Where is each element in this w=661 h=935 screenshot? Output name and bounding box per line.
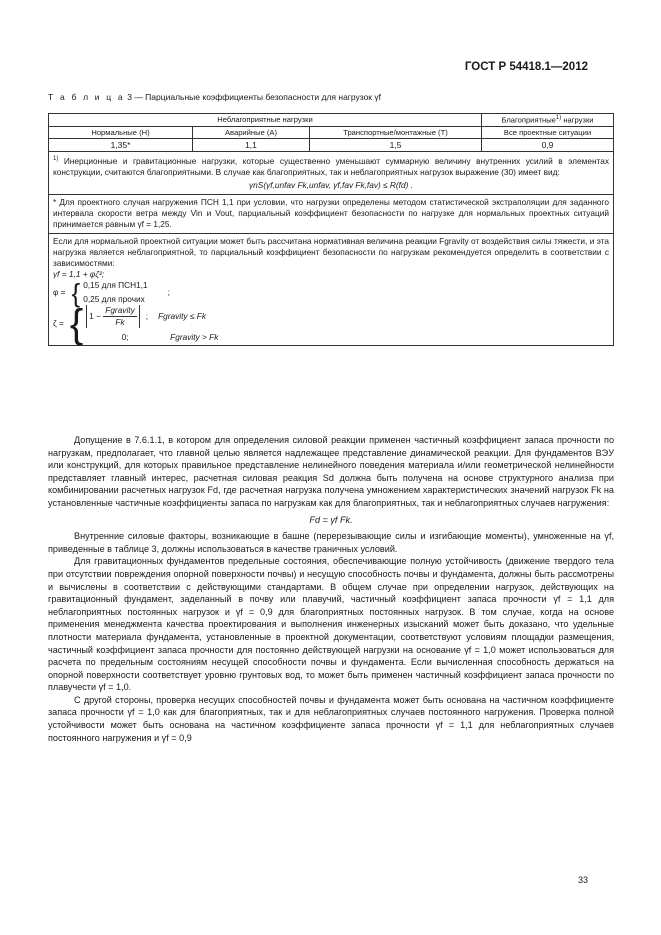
table-caption-text: 3 — Парциальные коэффициенты безопасности для нагрузок γf [124, 92, 381, 102]
group-favourable-label: Благоприятные [501, 115, 556, 125]
zeta-formula [53, 302, 609, 347]
paragraph-1: Допущение в 7.6.1.1, в котором для определения силовой реакции применен частичный коэффициент запаса прочности по нагрузкам, предполагает, что главной целью является надлежащее представление динамической реакции. Для фундаментов ВЭУ или конструкций, для которых правильное представление нелинейного поведения материала и/или геометрической нелинейности представляет главный интерес, расчетная силовая реакция Sd должна быть получена на основе структурного анализа при комбинировании расчетных нагрузок Fd, где расчетная нагрузка получена умножением характеристических значений нагрузок Fk на установленные частичные коэффициенты запаса по нагрузкам как для благоприятных, так и неблагоприятных случаев нагружения: [48, 435, 614, 508]
equation-fd: Fd = γf Fk. [309, 514, 353, 525]
paragraph-2: Внутренние силовые факторы, возникающие в башне (перерезывающие силы и изгибающие моменты), умноженные на γf, приведенные в таблице 3, должны использоваться в качестве граничных условий. [48, 531, 614, 554]
group-favourable [482, 114, 614, 127]
paragraph-3: Для гравитационных фундаментов предельные состояния, обеспечивающие полную устойчивость (движение твердого тела при отсутствии повреждения опорной поверхности почвы) и несущую способность почвы и фундамента, должны быть рассмотрены и вычислены в соответствии с действующими стандартами. В общем случае при определении нагрузок, действующих на гравитационный фундамент, заделанный в почву или плавучий, частичный коэффициент запаса прочности γf = 1,1 для неблагоприятных постоянных нагрузок и γf = 0,9 для благоприятных постоянных нагрузок. В том случае, когда на основе применения менеджмента качества проектирования и выполнения инженерных изысканий может быть доказано, что удельные плотности материала фундамента, установленные в проектной документации, соответствуют условиям площадки размещения, частичный коэффициент запаса прочности для постоянно действующей нагрузки на основание γf = 1,0 может использоваться для расчета по предельным состояниям несущей способности почвы и фундамента. Если вычисленная способность держаться на опорной поверхности соответствует уровню грунтовых вод, то может быть применен частичный коэффициент запаса прочности по плавучести γf = 1,0. [48, 556, 614, 693]
value-transport: 1,5 [310, 138, 482, 151]
table-note-1 [49, 151, 614, 194]
phi-case-2: 0,25 для прочих [83, 293, 145, 304]
col-all-situations: Все проектные ситуации [482, 126, 614, 138]
group-favourable-sup: 1) [555, 115, 562, 121]
group-favourable-tail: нагрузки [561, 115, 594, 125]
col-transport: Транспортные/монтажные (Т) [310, 126, 482, 138]
gamma-formula: γf = 1,1 + φζ²; [53, 269, 105, 280]
zeta-fraction [103, 305, 137, 328]
note-1-equation: γnS(γf,unfav Fk,unfav, γf,fav Fk,fav) ≤ R(fd) . [249, 179, 413, 190]
zeta-one-minus: 1 − [89, 310, 101, 321]
zeta-cases [86, 305, 218, 344]
zeta-case-2 [86, 332, 218, 343]
note-2-text: * Для проектного случая нагружения ПСН 1,1 при условии, что нагрузки определены методом статистической экстраполяции для заданного интервала скорости ветра между Vin и Vout, парциальный коэффициент безопасности по нагрузке для нормальных проектных ситуаций принимается равным γf = 1,25. [53, 196, 609, 230]
zeta-case-1 [86, 305, 218, 328]
phi-brace: { [71, 277, 81, 308]
gamma-formula-block [53, 269, 609, 347]
group-unfavourable: Неблагоприятные нагрузки [49, 114, 482, 127]
phi-formula [53, 277, 609, 308]
zeta-numerator: Fgravity [103, 305, 137, 317]
body-section [48, 434, 614, 744]
phi-cases [83, 280, 147, 304]
phi-semicolon: ; [167, 286, 170, 297]
table-caption [48, 92, 381, 102]
col-normal: Нормальные (Н) [49, 126, 193, 138]
value-normal: 1,35* [49, 138, 193, 151]
note-1-sup: 1) [53, 155, 59, 162]
phi-case-1: 0,15 для ПСН1,1 [83, 280, 148, 291]
document-id: ГОСТ Р 54418.1—2012 [464, 61, 588, 73]
value-all: 0,9 [482, 138, 614, 151]
table-note-3 [49, 233, 614, 346]
zeta-cond-2: Fgravity > Fk [170, 332, 219, 343]
table-note-2 [49, 194, 614, 233]
partial-safety-factors-table [48, 113, 614, 346]
zeta-label: ζ = [53, 318, 64, 329]
zeta-cond-1: Fgravity ≤ Fk [158, 310, 206, 321]
paragraph-4: С другой стороны, проверка несущих способностей почвы и фундамента может быть основана на частичном коэффициенте запаса прочности γf = 1,0 как для благоприятных, так и для неблагоприятных случаев постоянного нагружения. Проверка полной устойчивости может быть основана на частичном коэффициенте запаса прочности γf = 1,1 для неблагоприятных случаев постоянного нагружения и γf = 0,9 [48, 694, 614, 743]
zeta-denominator: Fk [115, 316, 125, 327]
col-abnormal: Аварийные (А) [193, 126, 310, 138]
value-abnormal: 1,1 [193, 138, 310, 151]
phi-label: φ = [53, 286, 66, 297]
page-number: 33 [577, 875, 588, 885]
note-3-text: Если для нормальной проектной ситуации может быть рассчитана нормативная величина реакции Fgravity от воздействия силы тяжести, и эта нагрузка является неблагоприятной, то парциальный коэффициент безопасности по нагрузкам рекомендуется определить в соответствии с зависимостями: [53, 235, 609, 268]
zeta-zero: 0; [121, 332, 129, 343]
table-caption-prefix: Т а б л и ц а [48, 92, 125, 102]
zeta-abs-term [86, 305, 140, 328]
zeta-case-1-sep: ; [145, 310, 149, 321]
note-1-text: Инерционные и гравитационные нагрузки, которые существенно уменьшают суммарную величину внутренних усилий в элементах конструкции, считаются благоприятными. В случае как благоприятных, так и неблагоприятных нагрузок выражение (30) имеет вид: [53, 155, 609, 177]
zeta-brace: { [69, 302, 84, 347]
